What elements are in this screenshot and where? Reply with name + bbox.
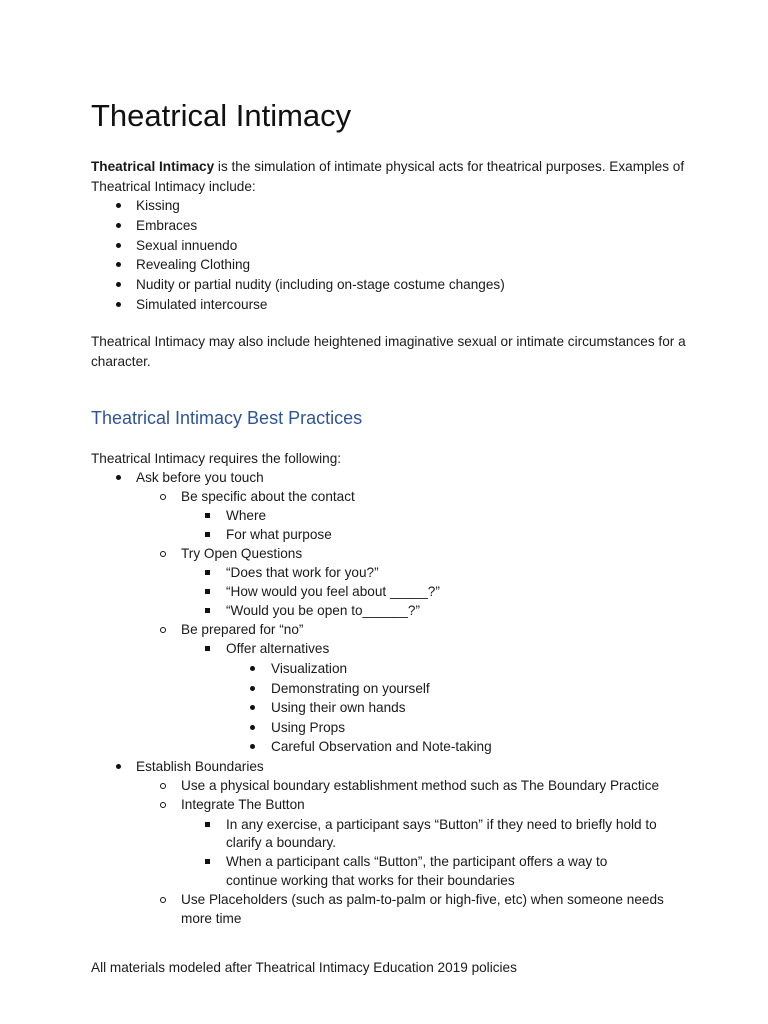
outline-item-level3: “Would you be open to______?”	[91, 601, 420, 621]
bullet-square-icon	[205, 608, 210, 613]
page-title: Theatrical Intimacy	[91, 98, 352, 133]
bullet-square-icon	[205, 859, 210, 864]
footer-note: All materials modeled after Theatrical Intimacy Education 2019 policies	[91, 960, 517, 975]
bullet-dot-icon	[116, 475, 121, 480]
outline-item-level4: Visualization	[91, 659, 347, 679]
bullet-square-icon	[205, 589, 210, 594]
examples-list	[91, 196, 505, 315]
secondary-paragraph: Theatrical Intimacy may also include heightened imaginative sexual or intimate circumstances for a character.	[91, 334, 686, 369]
bullet-dot-icon	[250, 666, 255, 671]
bullet-circle-icon	[160, 494, 166, 500]
outline-item-level1: Ask before you touch	[91, 468, 264, 488]
outline-item-level3: When a participant calls “Button”, the participant offers a way to	[91, 852, 607, 872]
outline-item-level2: Try Open Questions	[91, 544, 302, 564]
outline-item-level3: Offer alternatives	[91, 639, 329, 659]
bullet-circle-icon	[160, 783, 166, 789]
bullet-dot-icon	[250, 705, 255, 710]
outline-item-level2: Integrate The Button	[91, 795, 305, 815]
list-item: Kissing	[91, 196, 505, 216]
bullet-circle-icon	[160, 897, 166, 903]
list-item: Sexual innuendo	[91, 236, 505, 256]
outline-item-level2: Use a physical boundary establishment method such as The Boundary Practice	[91, 776, 659, 796]
outline-item-continuation: continue working that works for their boundaries	[226, 873, 515, 888]
outline-item-level4: Using their own hands	[91, 698, 406, 718]
bullet-circle-icon	[160, 627, 166, 633]
requires-text: Theatrical Intimacy requires the following:	[91, 451, 342, 466]
bullet-dot-icon	[250, 686, 255, 691]
list-item: Simulated intercourse	[91, 295, 505, 315]
bullet-square-icon	[205, 532, 210, 537]
outline-item-level3: For what purpose	[91, 525, 332, 545]
outline-item-level3: In any exercise, a participant says “Button” if they need to briefly hold to	[91, 815, 657, 835]
outline-item-level4: Using Props	[91, 718, 345, 738]
list-item: Nudity or partial nudity (including on-stage costume changes)	[91, 275, 505, 295]
outline-item-level4: Demonstrating on yourself	[91, 679, 430, 699]
outline-item-continuation: clarify a boundary.	[226, 835, 337, 850]
bullet-circle-icon	[160, 802, 166, 808]
intro-bold-term: Theatrical Intimacy	[91, 159, 215, 174]
bullet-square-icon	[205, 822, 210, 827]
outline-item-continuation: more time	[181, 911, 242, 926]
list-item: Revealing Clothing	[91, 255, 505, 275]
bullet-square-icon	[205, 570, 210, 575]
bullet-dot-icon	[116, 764, 121, 769]
list-item: Embraces	[91, 216, 505, 236]
intro-paragraph	[91, 157, 691, 196]
outline-item-level3: “How would you feel about _____?”	[91, 582, 440, 602]
outline-item-level2: Be prepared for “no”	[91, 620, 303, 640]
outline-item-level4: Careful Observation and Note-taking	[91, 737, 492, 757]
outline-item-level1: Establish Boundaries	[91, 757, 264, 777]
section-heading: Theatrical Intimacy Best Practices	[91, 408, 363, 428]
outline-item-level3: “Does that work for you?”	[91, 563, 379, 583]
bullet-dot-icon	[250, 744, 255, 749]
outline-item-level2: Use Placeholders (such as palm-to-palm or high-five, etc) when someone needs	[91, 890, 664, 910]
intro-text: is the simulation of intimate physical acts for theatrical purposes. Examples of Theatrical Intimacy include:	[91, 159, 685, 194]
outline-item-level2: Be specific about the contact	[91, 487, 355, 507]
bullet-dot-icon	[250, 725, 255, 730]
bullet-circle-icon	[160, 551, 166, 557]
outline-item-level3: Where	[91, 506, 266, 526]
bullet-square-icon	[205, 646, 210, 651]
bullet-square-icon	[205, 513, 210, 518]
